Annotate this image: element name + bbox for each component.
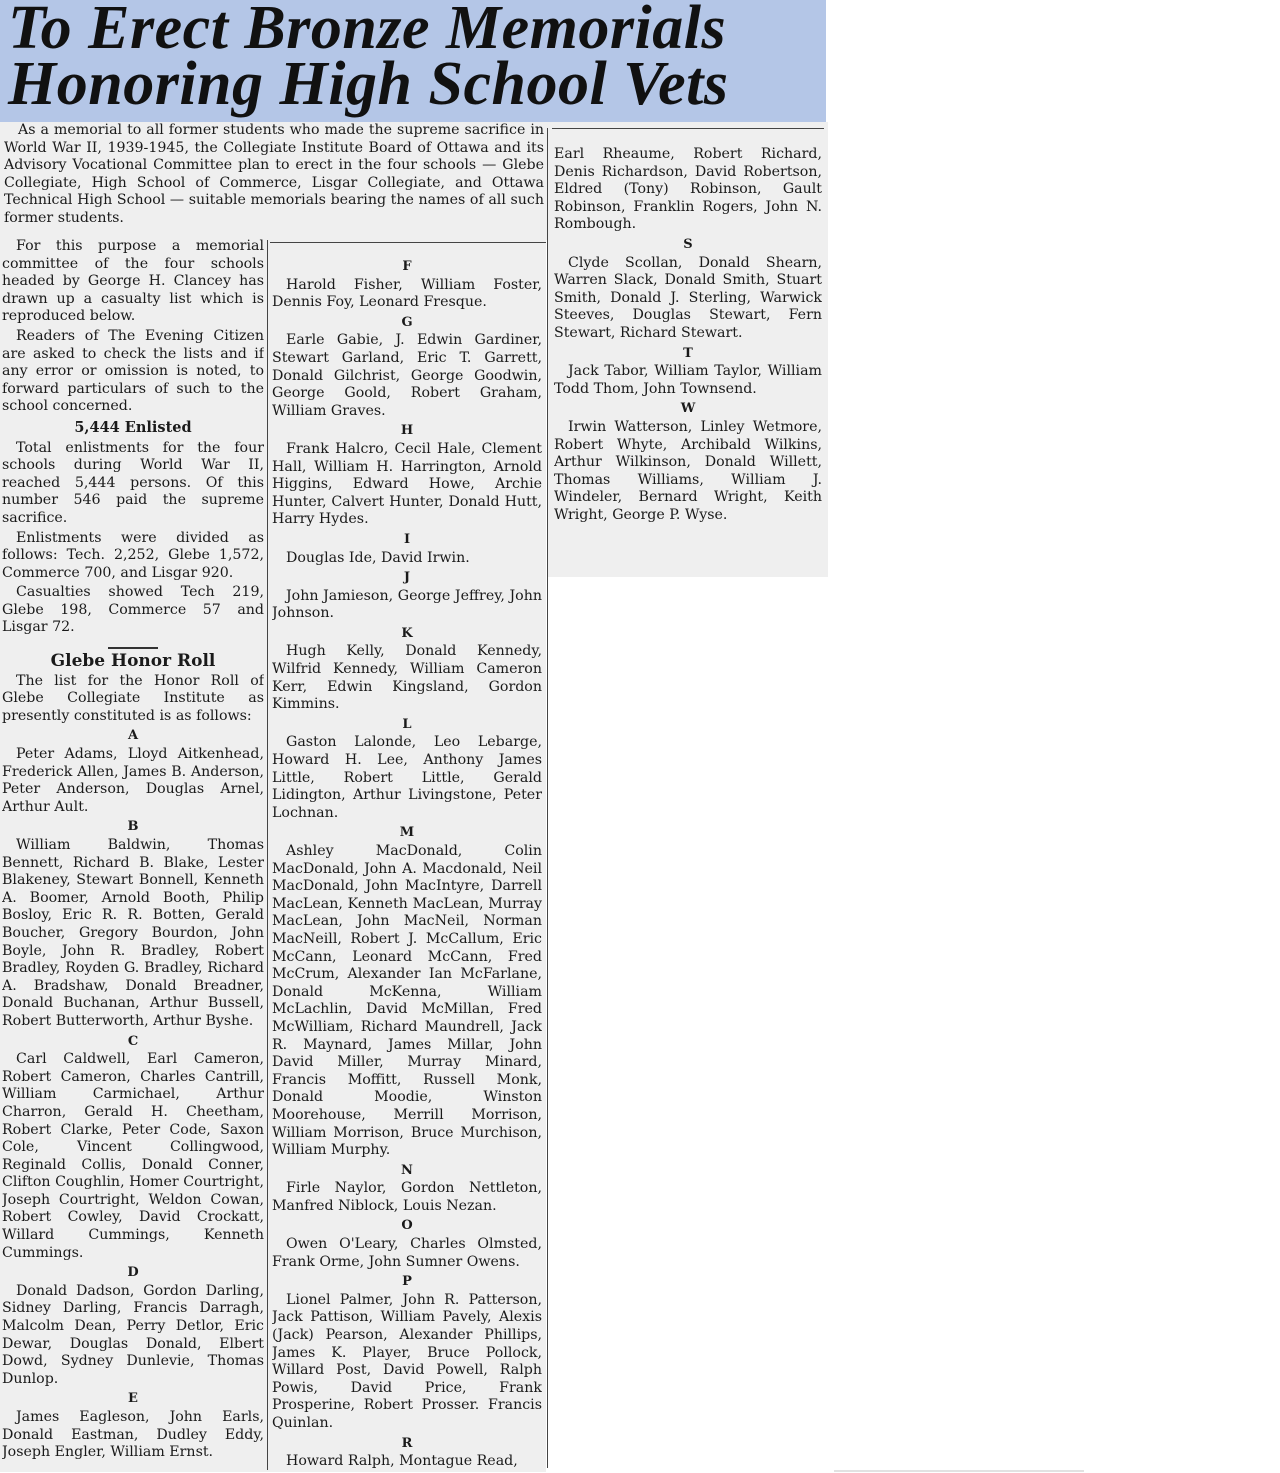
- names-h: Frank Halcro, Cecil Hale, Clement Hall, William H. Harrington, Arnold Higgins, Edward Howe, Archie Hunter, Calvert Hunter, Donald Hutt, Harry Hydes.: [272, 440, 542, 528]
- letter-heading-h: H: [400, 423, 414, 439]
- names-b: William Baldwin, Thomas Bennett, Richard B. Blake, Lester Blakeney, Stewart Bonnell, Kenneth A. Boomer, Arnold Booth, Philip Bosloy, Eric R. R. Botten, Gerald Boucher, Gregory Bourdon, John Boyle, John R. Bradley, Robert Bradley, Royden G. Bradley, Richard A. Bradshaw, Donald Breadner, Donald Buchanan, Arthur Bussell, Robert Butterworth, Arthur Byshe.: [2, 837, 264, 1029]
- paragraph-total-enlistments: Total enlistments for the four schools during World War II, reached 5,444 persons. Of this number 546 paid the supreme sacrifice.: [2, 439, 264, 526]
- names-m: Ashley MacDonald, Colin MacDonald, John A. Macdonald, Neil MacDonald, John MacIntyre, Darrell MacLean, Kenneth MacLean, Murray MacLean, John MacNeil, Norman MacNeill, Robert J. McCallum, Eric McCann, Leonard McCann, Fred McCrum, Alexander Ian McFarlane, Donald McKenna, William McLachlin, David McMillan, Fred McWilliam, Richard Maundrell, Jack R. Maynard, James Millar, John David Miller, Murray Minard, Francis Moffitt, Russell Monk, Donald Moodie, Winston Moorehouse, Merrill Morrison, William Morrison, Bruce Murchison, William Murphy.: [272, 843, 542, 1159]
- paragraph-casualties: Casualties showed Tech 219, Glebe 198, Commerce 57 and Lisgar 72.: [2, 584, 264, 636]
- names-j: John Jamieson, George Jeffrey, John Johnson.: [272, 587, 542, 622]
- names-p: Lionel Palmer, John R. Patterson, Jack Pattison, William Pavely, Alexis (Jack) Pearson, Alexander Phillips, James K. Player, Bruce Pollock, Willard Post, David Powell, Ralph Powis, David Price, Frank Prosperine, Robert Prosser. Francis Quinlan.: [272, 1291, 542, 1431]
- names-l: Gaston Lalonde, Leo Lebarge, Howard H. Lee, Anthony James Little, Robert Little, Gerald Lidington, Arthur Livingstone, Peter Lochnan.: [272, 734, 542, 821]
- letter-heading-s: S: [683, 236, 693, 252]
- names-k: Hugh Kelly, Donald Kennedy, Wilfrid Kennedy, William Cameron Kerr, Edwin Kingsland, Gordon Kimmins.: [272, 643, 542, 713]
- divider-dash: [108, 647, 158, 649]
- scan-line: [834, 1470, 1084, 1472]
- letter-heading-n: N: [401, 1162, 413, 1178]
- headline-line-1: To Erect Bronze Memorials: [8, 0, 727, 62]
- letter-heading-m: M: [399, 825, 415, 841]
- intro-paragraph: As a memorial to all former students who made the supreme sacrifice in World War II, 1939-1945, the Collegiate Institute Board of Ottawa and its Advisory Vocational Committee plan to erect in the four schools — Glebe Collegiate, High School of Commerce, Lisgar Collegiate, and Ottawa Technical High School — suitable memorials bearing the names of all such former students.: [4, 122, 544, 226]
- headline-line-2: Honoring High School Vets: [8, 50, 729, 118]
- letter-heading-a: A: [127, 728, 139, 744]
- letter-heading-f: F: [402, 259, 412, 274]
- names-o: Owen O'Leary, Charles Olmsted, Frank Orme, John Sumner Owens.: [272, 1236, 542, 1270]
- letter-heading-w: W: [680, 401, 696, 417]
- letter-heading-o: O: [401, 1218, 413, 1234]
- column-1: [2, 238, 264, 1470]
- names-s: Clyde Scollan, Donald Shearn, Warren Slack, Donald Smith, Stuart Smith, Donald J. Sterling, Warwick Steeves, Douglas Stewart, Fern Stewart, Richard Stewart.: [554, 254, 822, 341]
- letter-heading-d: D: [127, 1265, 139, 1281]
- letter-heading-k: K: [401, 625, 413, 641]
- names-a: Peter Adams, Lloyd Aitkenhead, Frederick Allen, James B. Anderson, Peter Anderson, Douglas Arnel, Arthur Ault.: [2, 746, 264, 815]
- names-r-start: Howard Ralph, Montague Read,: [286, 1453, 518, 1470]
- names-e: James Eagleson, John Earls, Donald Eastman, Dudley Eddy, Joseph Engler, William Ernst.: [2, 1409, 264, 1461]
- names-c: Carl Caldwell, Earl Cameron, Robert Cameron, Charles Cantrill, William Carmichael, Arthur Charron, Gerald H. Cheetham, Robert Clarke, Peter Code, Saxon Cole, Vincent Collingwood, Reginald Collis, Donald Conner, Clifton Coughlin, Homer Courtright, Joseph Courtright, Weldon Cowan, Robert Cowley, David Crockatt, Willard Cummings, Kenneth Cummings.: [2, 1051, 264, 1261]
- names-d: Donald Dadson, Gordon Darling, Sidney Darling, Francis Darragh, Malcolm Dean, Perry Detlor, Eric Dewar, Douglas Donald, Elbert Dowd, Sydney Dunlevie, Thomas Dunlop.: [2, 1282, 264, 1387]
- subhead-glebe-honor-roll: Glebe Honor Roll: [50, 651, 216, 672]
- letter-heading-g: G: [401, 314, 413, 330]
- names-r-continued: Earl Rheaume, Robert Richard, Denis Richardson, David Robertson, Eldred (Tony) Robinson, Gault Robinson, Franklin Rogers, John N. Rombough.: [554, 146, 822, 233]
- letter-heading-t: T: [683, 345, 693, 361]
- paragraph-committee: For this purpose a memorial committee of the four schools headed by George H. Clancey has drawn up a casualty list which is reproduced below.: [2, 238, 264, 325]
- names-i: Douglas Ide, David Irwin.: [286, 549, 470, 566]
- names-t: Jack Tabor, William Taylor, William Todd Thom, John Townsend.: [554, 363, 822, 397]
- letter-heading-e: E: [128, 1391, 138, 1407]
- column-rule-col2-top: [270, 242, 546, 243]
- column-rule-vertical-1: [267, 240, 268, 1470]
- names-w: Irwin Watterson, Linley Wetmore, Robert Whyte, Archibald Wilkins, Arthur Wilkinson, Donald Willett, Thomas Williams, William J. Windeler, Bernard Wright, Keith Wright, George P. Wyse.: [554, 418, 822, 523]
- letter-heading-c: C: [127, 1033, 139, 1049]
- paragraph-enlistments-divided: Enlistments were divided as follows: Tech. 2,252, Glebe 1,572, Commerce 700, and Lisgar 920.: [2, 529, 264, 581]
- letter-heading-j: J: [403, 570, 411, 586]
- column-rule-vertical-2: [547, 128, 548, 1468]
- names-f: Harold Fisher, William Foster, Dennis Foy, Leonard Fresque.: [272, 276, 542, 311]
- letter-heading-i: I: [403, 531, 411, 547]
- column-rule-top-right: [552, 128, 824, 129]
- letter-heading-p: P: [402, 1274, 412, 1290]
- letter-heading-b: B: [127, 819, 139, 835]
- paragraph-honor-roll-intro: The list for the Honor Roll of Glebe Collegiate Institute as presently constituted is as follows:: [2, 672, 264, 724]
- subhead-enlisted: 5,444 Enlisted: [74, 418, 192, 436]
- letter-heading-l: L: [402, 716, 412, 732]
- column-3: [554, 146, 822, 576]
- intro-text: [4, 122, 544, 240]
- paragraph-readers: Readers of The Evening Citizen are asked to check the lists and if any error or omission is noted, to forward particulars of such to the school concerned.: [2, 327, 264, 415]
- names-n: Firle Naylor, Gordon Nettleton, Manfred Niblock, Louis Nezan.: [272, 1180, 542, 1214]
- names-g: Earle Gabie, J. Edwin Gardiner, Stewart Garland, Eric T. Garrett, Donald Gilchrist, George Goodwin, George Goold, Robert Graham, William Graves.: [272, 332, 542, 419]
- letter-heading-r: R: [401, 1435, 413, 1451]
- headline-banner: [0, 0, 826, 122]
- column-2: [272, 256, 542, 1470]
